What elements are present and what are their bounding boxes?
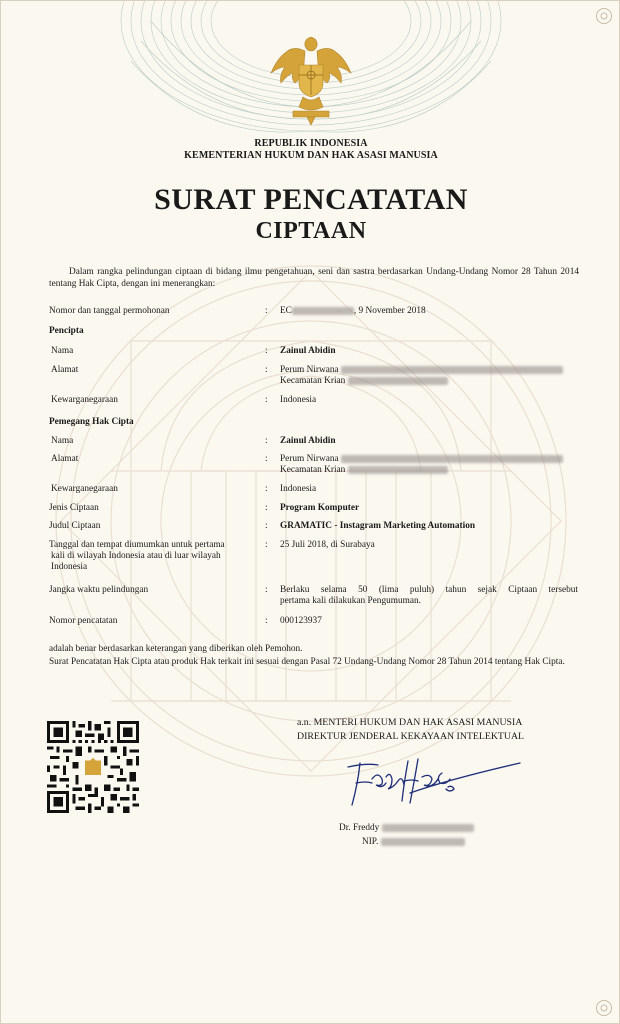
application-date: , 9 November 2018 (353, 306, 426, 316)
separator: : (265, 585, 268, 595)
creator-nationality-label: Kewarganegaraan (51, 395, 118, 405)
corner-ornament-icon (595, 999, 613, 1017)
intro-paragraph: Dalam rangka pelindungan ciptaan di bidang ilmu pengetahuan, seni dan sastra berdasarkan Undang-Undang Nomor 28 Tahun 2014 tentang Hak Cipta, dengan ini menerangkan: (49, 267, 579, 289)
corner-ornament-icon (595, 7, 613, 25)
work-title-value: GRAMATIC - Instagram Marketing Automation (280, 521, 476, 531)
published-value: 25 Juli 2018, di Surabaya (280, 540, 375, 550)
closing-statement: adalah benar berdasarkan keterangan yang diberikan oleh Pemohon. (49, 644, 303, 654)
address-line-2: Kecamatan Krian (280, 376, 346, 387)
nip-label: NIP. (362, 837, 379, 847)
protection-line: Berlaku selama 50 (lima puluh) tahun sejak Ciptaan tersebut (280, 585, 578, 595)
separator: : (265, 346, 268, 356)
redacted-text (341, 455, 563, 463)
legal-basis-statement: Surat Pencatatan Hak Cipta atau produk Hak terkait ini sesuai dengan Pasal 72 Undang-Undang Nomor 28 Tahun 2014 tentang Hak Cipta. (49, 657, 565, 667)
document-subtitle: CIPTAAN (255, 218, 367, 244)
record-number-value: 000123937 (280, 616, 322, 626)
holder-name-label: Nama (51, 436, 74, 446)
garuda-emblem-icon (263, 31, 359, 127)
redacted-text (341, 366, 563, 374)
qr-code (47, 721, 139, 813)
section-heading-pemegang: Pemegang Hak Cipta (49, 417, 134, 427)
protection-line: pertama kali dilakukan Pengumuman. (280, 596, 421, 607)
separator: : (265, 454, 268, 464)
signer-nip (362, 837, 465, 847)
address-line-1: Perum Nirwana (280, 454, 339, 464)
signer-name (339, 823, 474, 833)
header-republik: REPUBLIK INDONESIA (254, 138, 368, 149)
protection-value (280, 585, 578, 607)
creator-nationality-value: Indonesia (280, 395, 317, 405)
creator-name-value: Zainul Abidin (280, 346, 336, 356)
section-heading-pencipta: Pencipta (49, 326, 84, 336)
creator-name-label: Nama (51, 346, 74, 356)
holder-nationality-label: Kewarganegaraan (51, 484, 118, 494)
redacted-text (348, 466, 448, 474)
record-number-label: Nomor pencatatan (49, 616, 118, 626)
work-type-label: Jenis Ciptaan (49, 503, 99, 513)
separator: : (265, 395, 268, 405)
signatory-title-line2: DIREKTUR JENDERAL KEKAYAAN INTELEKTUAL (297, 731, 525, 742)
separator: : (265, 484, 268, 494)
published-label-line: kali di wilayah Indonesia atau di luar wilayah (51, 551, 221, 562)
redacted-text (382, 824, 474, 832)
separator: : (265, 365, 268, 375)
application-number-value (280, 306, 578, 317)
work-type-value: Program Komputer (280, 503, 360, 513)
redacted-text (381, 838, 465, 846)
published-label (49, 540, 264, 574)
protection-label: Jangka waktu pelindungan (49, 585, 149, 595)
application-prefix: EC (280, 306, 292, 316)
redacted-text (292, 307, 354, 315)
work-title-label: Judul Ciptaan (49, 521, 101, 531)
published-label-line: Indonesia (51, 562, 88, 573)
holder-address-value (280, 454, 578, 476)
address-line-2: Kecamatan Krian (280, 465, 346, 476)
separator: : (265, 540, 268, 550)
separator: : (265, 503, 268, 513)
separator: : (265, 306, 268, 316)
handwritten-signature (326, 749, 526, 811)
holder-address-label: Alamat (51, 454, 79, 464)
address-line-1: Perum Nirwana (280, 365, 339, 375)
separator: : (265, 616, 268, 626)
creator-address-value (280, 365, 578, 387)
application-number-label: Nomor dan tanggal permohonan (49, 306, 170, 316)
header-ministry: KEMENTERIAN HUKUM DAN HAK ASASI MANUSIA (184, 150, 438, 161)
published-label-line: Tanggal dan tempat diumumkan untuk pertama (49, 540, 225, 550)
creator-address-label: Alamat (51, 365, 79, 375)
separator: : (265, 521, 268, 531)
signer-name-prefix: Dr. Freddy (339, 823, 380, 833)
redacted-text (348, 377, 448, 385)
holder-nationality-value: Indonesia (280, 484, 317, 494)
holder-name-value: Zainul Abidin (280, 436, 336, 446)
signatory-title-line1: a.n. MENTERI HUKUM DAN HAK ASASI MANUSIA (297, 717, 523, 728)
separator: : (265, 436, 268, 446)
document-title: SURAT PENCATATAN (154, 183, 468, 216)
